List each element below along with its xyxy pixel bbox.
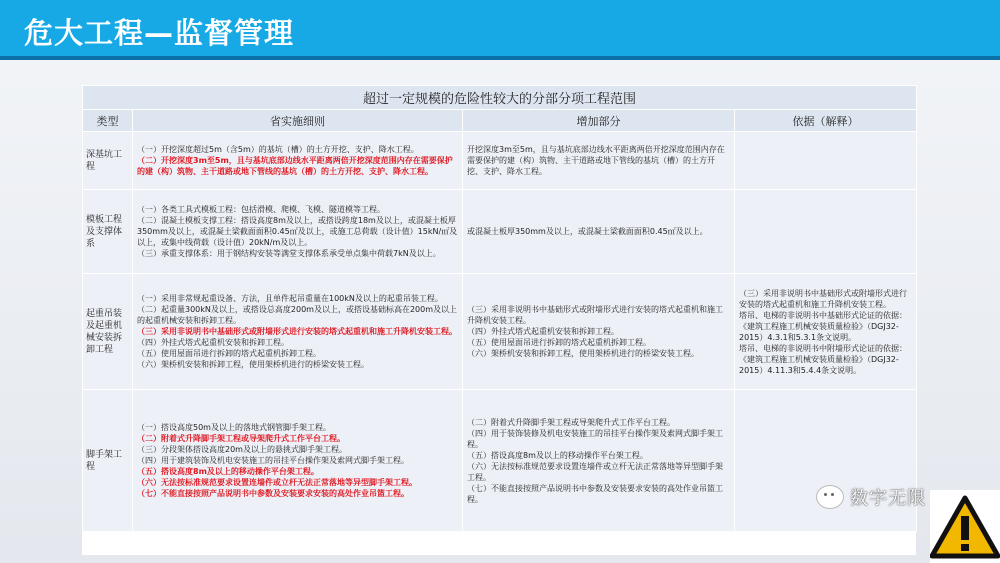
column-header-basis: 依据（解释） — [735, 110, 917, 132]
clause-line: （六）无法按标准规范要求设置连墙件或立杆无法正常落地等异型脚手架工程。 — [467, 461, 723, 482]
warning-sign — [930, 490, 1000, 563]
clause-line: （一）采用非常规起重设备、方法，且单件起吊重量在100kN及以上的起重吊装工程。 — [137, 294, 443, 303]
column-header-added: 增加部分 — [463, 110, 735, 132]
clause-line: （三）分段架体搭设高度20m及以上的悬挑式脚手架工程。 — [137, 445, 347, 454]
warning-icon — [930, 494, 1000, 560]
clause-line: （六）架桥机安装和拆卸工程，使用架桥机进行的桥梁安装工程。 — [137, 360, 369, 369]
provincial-cell — [133, 390, 463, 532]
table-row — [83, 390, 917, 532]
provincial-cell — [133, 132, 463, 190]
table-row — [83, 132, 917, 190]
clause-line: （七）不能直接按照产品说明书中参数及安装要求安装的高处作业吊篮工程。 — [467, 483, 723, 504]
clause-line: （二）开挖深度3m至5m，且与基坑底部边线水平距离两倍开挖深度范围内存在需要保护的建（构）筑物、主干道路或地下管线的基坑（槽）的土方开挖、支护、降水工程。 — [137, 156, 453, 176]
page-header — [0, 0, 1000, 60]
clause-line: 塔吊、电梯的非说明书中附墙形式论证的依据：《建筑工程施工机械安装质量检验》（DGJ32-2015）4.11.3和5.4.4条文说明。 — [739, 343, 907, 375]
clause-line: （三）采用非说明书中基础形式或附墙形式进行安装的塔式起重机和施工升降机安装工程。 — [467, 305, 723, 325]
clause-line: 开挖深度3m至5m，且与基坑底部边线水平距离两倍开挖深度范围内存在需要保护的建（构）筑物、主干道路或地下管线的基坑（槽）的土方开挖、支护、降水工程。 — [467, 145, 725, 176]
added-cell — [463, 390, 735, 532]
row-type-cell: 模板工程及支撑体系 — [83, 190, 133, 274]
wechat-icon — [816, 485, 844, 509]
clause-line: （二）附着式升降脚手架工程或导架爬升式工作平台工程。 — [467, 417, 675, 427]
scope-table-container — [82, 85, 916, 555]
clause-line: （六）架桥机安装和拆卸工程，使用架桥机进行的桥梁安装工程。 — [467, 349, 699, 358]
table-title: 超过一定规模的危险性较大的分部分项工程范围 — [83, 86, 917, 110]
clause-line: （二）混凝土模板支撑工程：搭设高度8m及以上，或搭设跨度18m及以上，或混凝土板厚350mm及以上，或混凝土梁截面面积0.45㎡及以上，或施工总荷载（设计值）15kN/㎡及以上，或集中线荷载（设计值）20kN/m及以上。 — [137, 216, 458, 247]
clause-line: （七）不能直接按照产品说明书中参数及安装要求安装的高处作业吊篮工程。 — [137, 489, 409, 498]
basis-cell — [735, 132, 917, 190]
added-cell — [463, 190, 735, 274]
clause-line: （五）搭设高度8m及以上的移动操作平台架工程。 — [467, 450, 648, 460]
basis-cell — [735, 190, 917, 274]
clause-line: 塔吊、电梯的非说明书中基础形式论证的依据：《建筑工程施工机械安装质量检验》（DGJ32-2015）4.3.1和5.3.1条文说明。 — [739, 310, 907, 342]
clause-line: （五）搭设高度8m及以上的移动操作平台架工程。 — [137, 467, 319, 476]
clause-line: （四）外挂式塔式起重机安装和拆卸工程。 — [467, 327, 619, 336]
clause-line: 或混凝土板厚350mm及以上，或混凝土梁截面面积0.45㎡及以上。 — [467, 227, 708, 236]
table-row — [83, 274, 917, 390]
row-type-cell: 深基坑工程 — [83, 132, 133, 190]
scope-table — [82, 85, 917, 532]
clause-line: （一）各类工具式模板工程：包括滑模、爬模、飞模、隧道模等工程。 — [137, 205, 385, 214]
table-row — [83, 190, 917, 274]
clause-line: （四）外挂式塔式起重机安装和拆卸工程。 — [137, 338, 289, 347]
clause-line: （二）附着式升降脚手架工程或导架爬升式工作平台工程。 — [137, 434, 345, 443]
clause-line: （三）采用非说明书中基础形式或附墙形式进行安装的塔式起重机和施工升降机安装工程。 — [137, 327, 457, 336]
watermark — [816, 482, 926, 512]
clause-line: （四）用于建筑装饰及机电安装施工的吊挂平台操作架及索网式脚手架工程。 — [137, 456, 409, 465]
added-cell — [463, 132, 735, 190]
clause-line: （三）承重支撑体系：用于钢结构安装等满堂支撑体系承受单点集中荷载7kN及以上。 — [137, 249, 441, 258]
clause-line: （六）无法按标准规范要求设置连墙件或立杆无法正常落地等异型脚手架工程。 — [137, 478, 417, 487]
clause-line: （一）搭设高度50m及以上的落地式钢管脚手架工程。 — [137, 423, 331, 432]
basis-cell — [735, 274, 917, 390]
column-header-type: 类型 — [83, 110, 133, 132]
clause-line: （一）开挖深度超过5m（含5m）的基坑（槽）的土方开挖、支护、降水工程。 — [137, 145, 419, 154]
clause-line: （五）使用屋面吊进行拆卸的塔式起重机拆卸工程。 — [137, 349, 321, 358]
provincial-cell — [133, 190, 463, 274]
clause-line: （三）采用非说明书中基础形式或附墙形式进行安装的塔式起重机和施工升降机安装工程。 — [739, 288, 907, 309]
column-header-provincial: 省实施细则 — [133, 110, 463, 132]
row-type-cell: 起重吊装及起重机械安装拆卸工程 — [83, 274, 133, 390]
row-type-cell: 脚手架工程 — [83, 390, 133, 532]
added-cell — [463, 274, 735, 390]
watermark-text: 数字无限 — [850, 488, 926, 509]
page-title: 危大工程—监督管理 — [24, 16, 295, 50]
provincial-cell — [133, 274, 463, 390]
clause-line: （二）起重量300kN及以上，或搭设总高度200m及以上，或搭设基础标高在200m及以上的起重机械安装和拆卸工程。 — [137, 305, 458, 325]
clause-line: （四）用于装饰装修及机电安装施工的吊挂平台操作架及索网式脚手架工程。 — [467, 428, 723, 449]
clause-line: （五）使用屋面吊进行拆卸的塔式起重机拆卸工程。 — [467, 338, 651, 347]
